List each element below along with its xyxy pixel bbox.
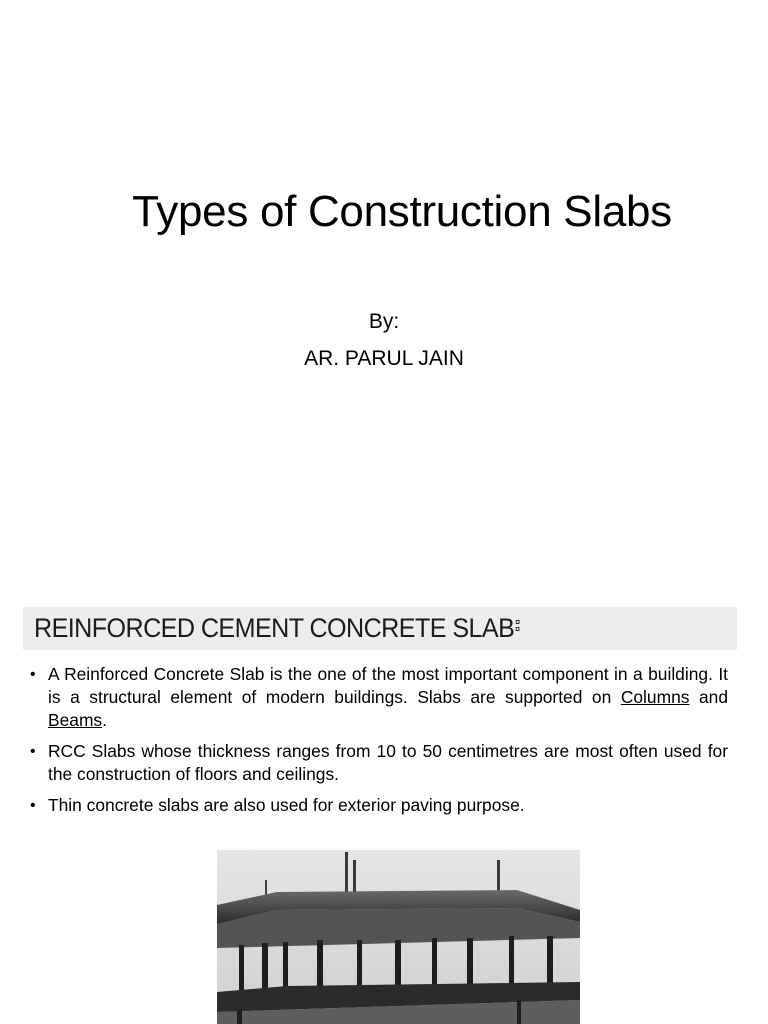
bullet-item [30, 663, 728, 732]
bullet-item [30, 740, 728, 786]
bullet-item [30, 794, 728, 817]
bullet-list [30, 663, 728, 825]
bullet-text: RCC Slabs whose thickness ranges from 10 to 50 centimetres are most often used for the construction of floors and ceilings. [48, 741, 728, 784]
bullet-text: A Reinforced Concrete Slab is the one of the most important component in a building. It is a structural element of modern buildings. Slabs are supported on [48, 664, 728, 707]
bullet-text: Thin concrete slabs are also used for exterior paving purpose. [48, 795, 525, 815]
beams-link[interactable]: Beams [48, 710, 103, 730]
author-name: AR. PARUL JAIN [304, 347, 464, 370]
bullet-text: . [102, 710, 107, 730]
concrete-slab-photo [217, 850, 580, 1024]
section-title-text: REINFORCED CEMENT CONCRETE SLAB [34, 613, 515, 643]
by-label: By: [368, 310, 400, 333]
slab-photo-illustration [217, 850, 580, 1024]
section-title [34, 611, 522, 645]
presentation-title: Types of Construction Slabs [132, 187, 672, 236]
bullet-text: and [689, 687, 728, 707]
missing-glyph-icon [515, 617, 522, 635]
columns-link[interactable]: Columns [620, 687, 690, 707]
